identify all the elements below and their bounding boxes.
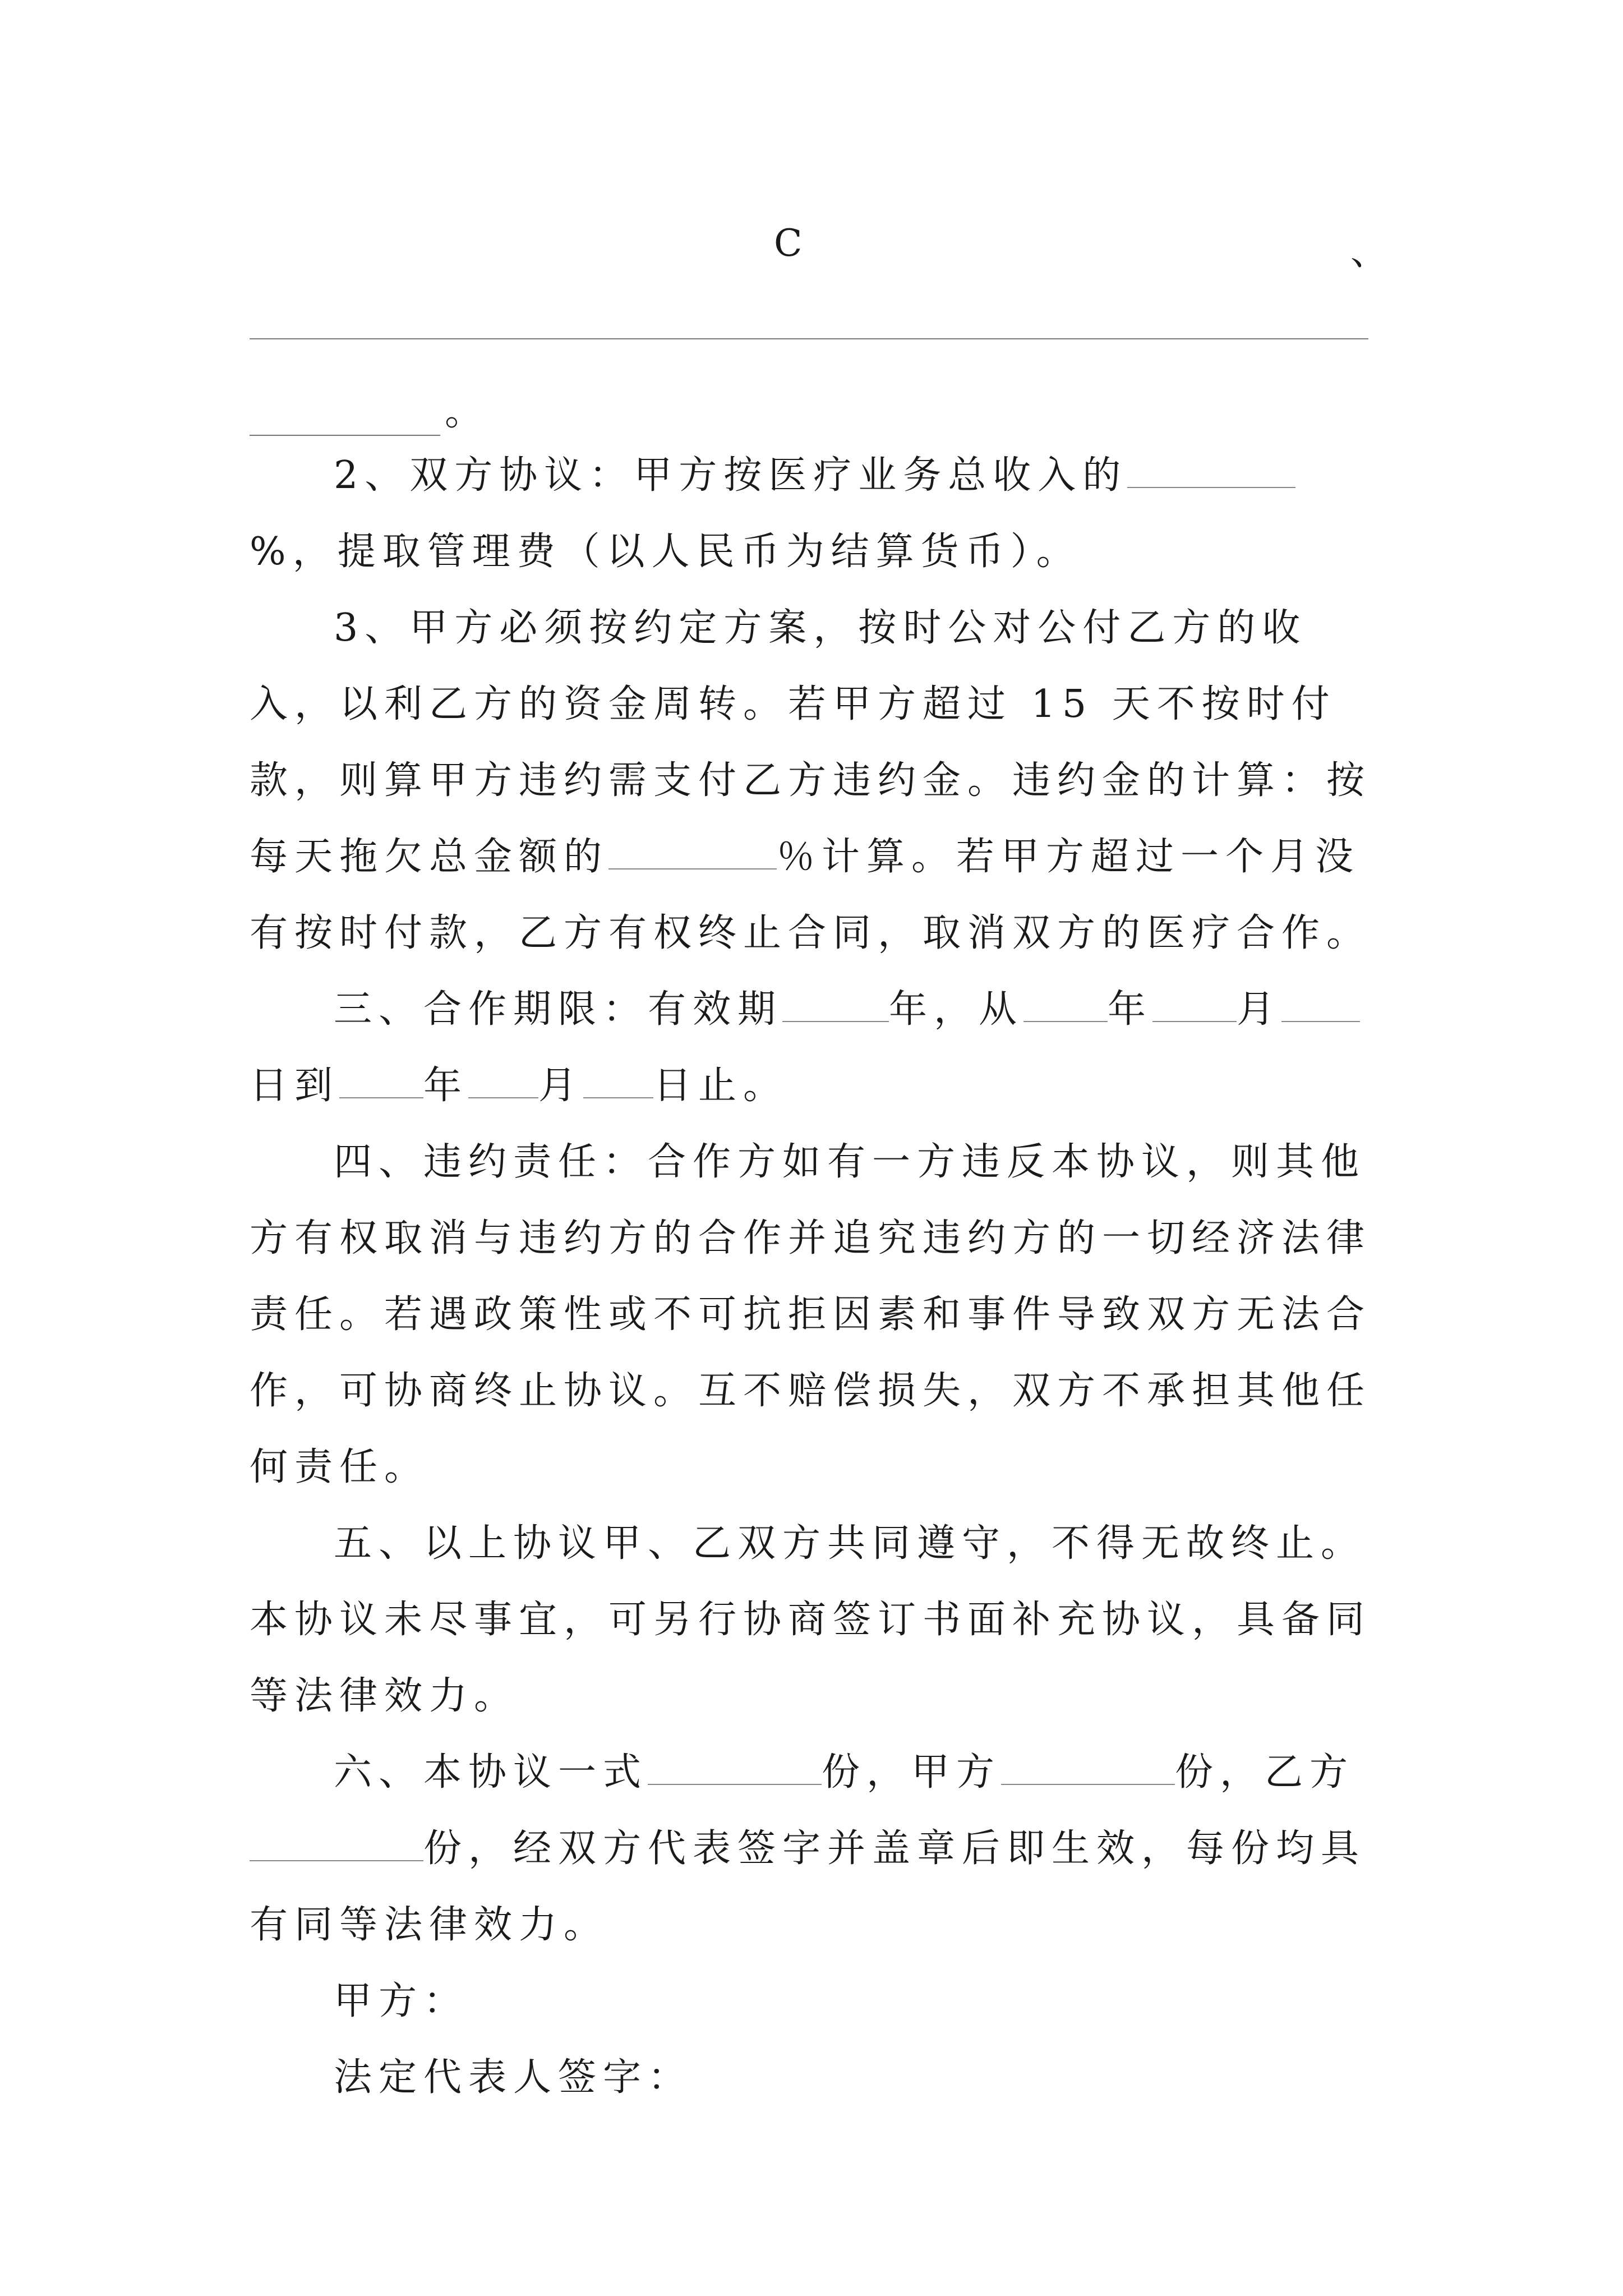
clause-copies (250, 1734, 1377, 1963)
copies-text-end: 份，经双方代表签字并盖章后即生效，每份均具有同等法律效力。 (250, 1826, 1366, 1947)
term-year-unit: 年 (1108, 987, 1153, 1032)
clause-comply: 五、以上协议甲、乙双方共同遵守，不得无故终止。本协议未尽事宜，可另行协商签订书面补充协议，具备同等法律效力。 (250, 1521, 1372, 1718)
end-month-blank (468, 1064, 538, 1098)
fragment-comma: 、 (1350, 230, 1387, 273)
contract-body (250, 438, 1377, 2116)
party-a-copies-blank (1001, 1750, 1175, 1785)
term-to: 日到 (250, 1064, 340, 1108)
term-end: 日止。 (653, 1064, 789, 1108)
penalty-percent-blank (608, 835, 777, 869)
total-copies-blank (648, 1750, 822, 1785)
clause-2-text-end: %，提取管理费（以人民币为结算货币）。 (250, 530, 1081, 574)
end-year-blank (339, 1064, 423, 1098)
clause-breach: 四、违约责任：合作方如有一方违反本协议，则其他方有权取消与违约方的合作并追究违约方的一切经济法律责任。若遇政策性或不可抗拒因素和事件导致双方无法合作，可协商终止协议。互不赔偿损失，双方不承担其他任何责任。 (250, 1140, 1372, 1489)
legal-rep-label: 法定代表人签字： (334, 2055, 693, 2100)
clause-3-text: 3、甲方必须按约定方案，按时公对公付乙方的收入，以利乙方的资金周转。若甲方超过 15 天不按时付款，则算甲方违约需支付乙方违约金。违约金的计算：按每天拖欠总金额的 (250, 606, 1372, 879)
term-month-unit: 月 (1237, 987, 1282, 1032)
copies-party-a: 份，甲方 (822, 1750, 1002, 1795)
term-years-blank (782, 987, 889, 1022)
clause-2-text: 2、双方协议：甲方按医疗业务总收入的 (334, 453, 1128, 498)
clause-term (250, 972, 1377, 1124)
fill-in-line (250, 381, 483, 436)
term-end-year-unit: 年 (423, 1064, 469, 1108)
copies-party-b: 份，乙方 (1175, 1750, 1355, 1795)
fill-in-period: 。 (445, 390, 483, 434)
fill-in-rule (250, 338, 1368, 339)
clause-2 (250, 438, 1377, 590)
start-month-blank (1152, 987, 1237, 1022)
clause-3-text-end: ％计算。若甲方超过一个月没有按时付款，乙方有权终止合同，取消双方的医疗合作。 (250, 835, 1372, 955)
fragment-char-c: C (774, 222, 803, 265)
copies-text: 六、本协议一式 (334, 1750, 648, 1795)
party-b-copies-blank (250, 1826, 423, 1861)
clause-3 (250, 590, 1377, 972)
term-end-month-unit: 月 (538, 1064, 584, 1108)
end-day-blank (583, 1064, 653, 1098)
term-from: 年，从 (889, 987, 1024, 1032)
fee-percent-blank (1127, 453, 1295, 488)
start-day-blank (1281, 987, 1360, 1022)
fill-in-blank (250, 395, 440, 436)
party-a-label: 甲方： (334, 1979, 469, 2023)
term-label: 三、合作期限：有效期 (334, 987, 783, 1032)
start-year-blank (1023, 987, 1108, 1022)
